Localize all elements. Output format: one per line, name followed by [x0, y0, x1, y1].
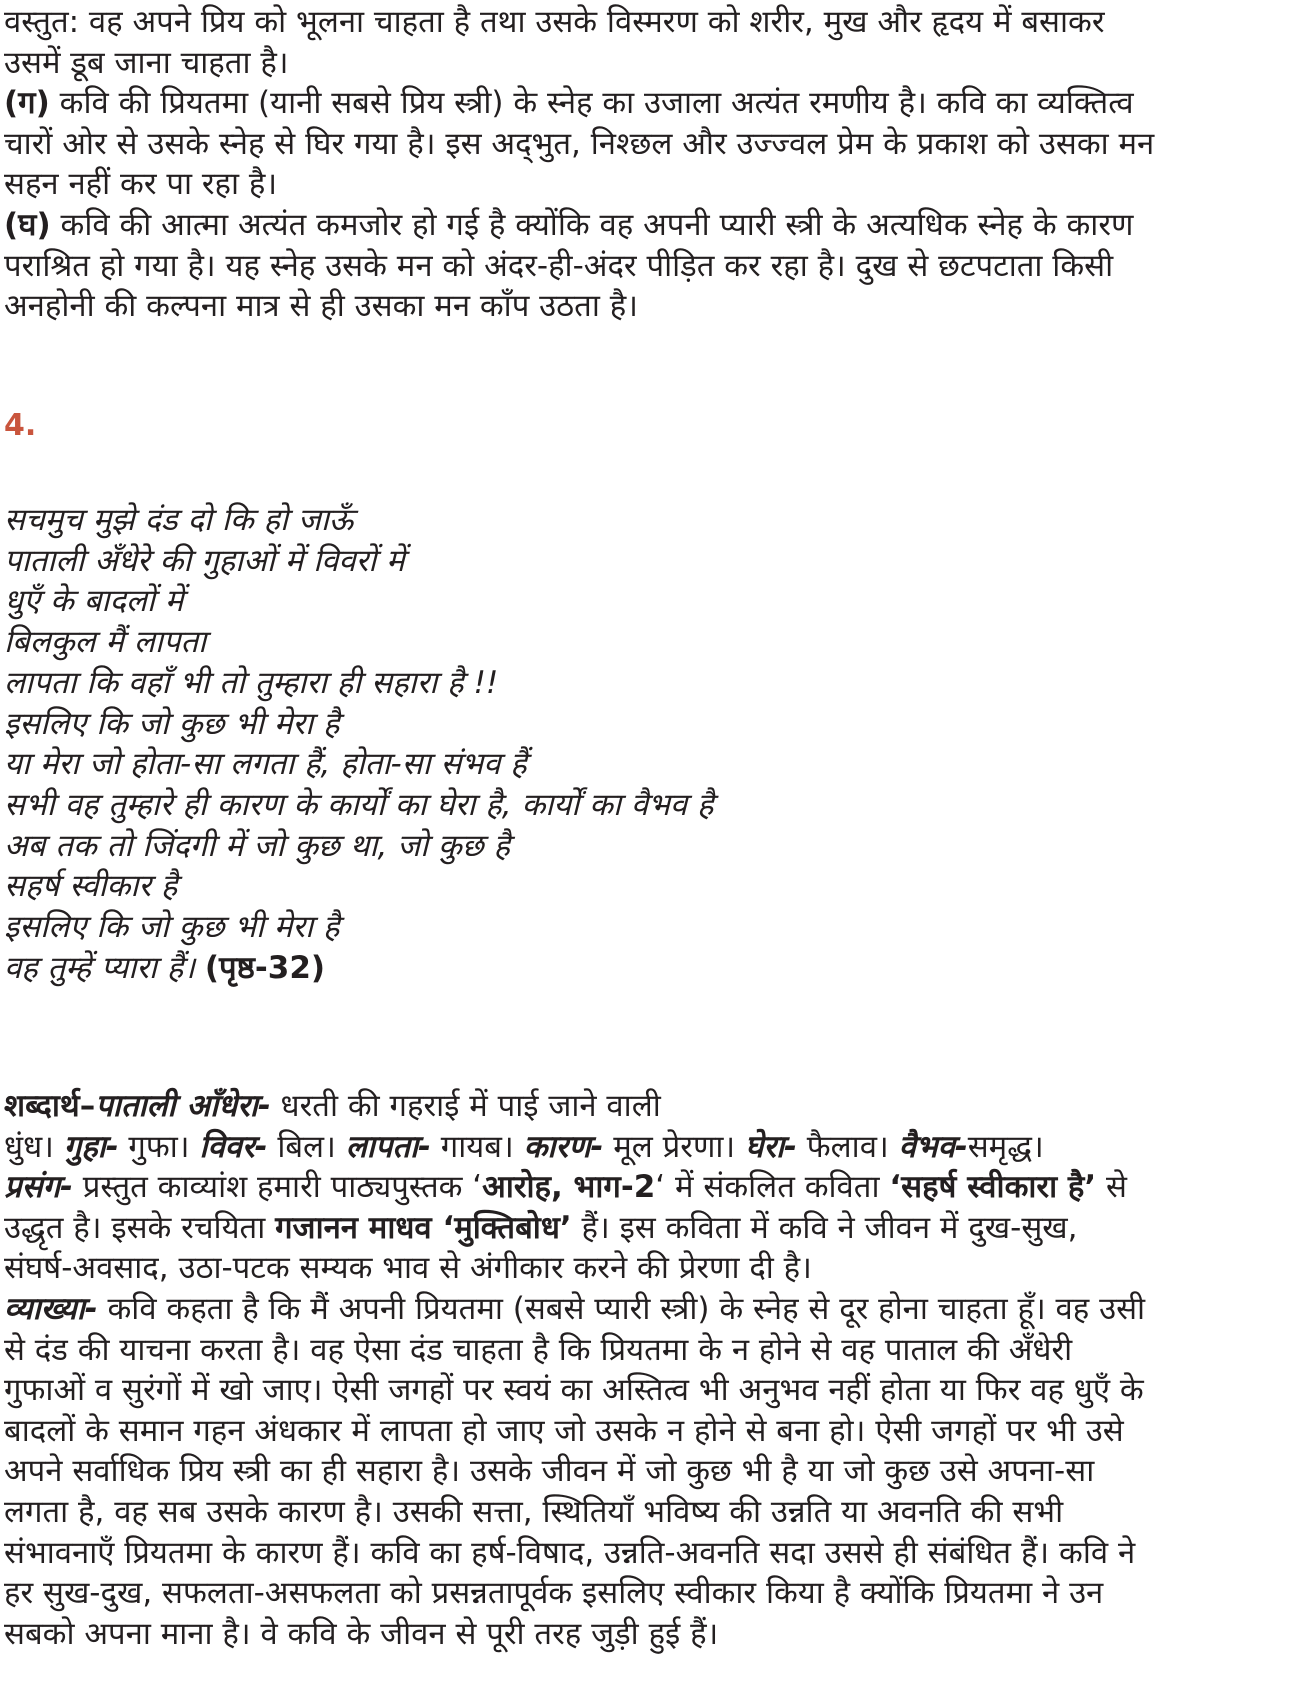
text-span: उद्धृत है। इसके रचयिता — [4, 1209, 276, 1246]
glossary-word: वैभव- — [898, 1128, 968, 1165]
answer-ga-line — [4, 83, 1154, 124]
text-line: सहन नहीं कर पा रहा है। — [4, 166, 278, 203]
glossary-line — [4, 1086, 1145, 1127]
vyakhya-line: संभावनाएँ प्रियतमा के कारण हैं। कवि का हर्ष-विषाद, उन्नति-अवनति सदा उससे ही संबंधित हैं। कवि ने — [4, 1534, 1136, 1571]
page-reference: (पृष्ठ-32) — [204, 949, 326, 986]
glossary-word: विवर- — [199, 1128, 268, 1165]
vyakhya-line: लगता है, वह सब उसके कारण है। उसकी सत्ता, स्थितियाँ भविष्य की उन्नति या अवनति की सभी — [4, 1493, 1064, 1530]
vyakhya-label: व्याख्या- — [4, 1290, 98, 1327]
text-span: हैं। इस कविता में कवि ने जीवन में दुख-सुख, — [571, 1209, 1078, 1246]
glossary-meaning: मूल प्रेरणा। — [603, 1128, 736, 1165]
text-span: कवि कहता है कि मैं अपनी प्रियतमा (सबसे प्यारी स्त्री) के स्नेह से दूर होना चाहता हूँ। वह उसी — [97, 1290, 1146, 1327]
glossary-meaning: फैलाव। — [796, 1128, 889, 1165]
glossary-word: गुहा- — [63, 1128, 119, 1165]
poem-line: सभी वह तुम्हारे ही कारण के कार्यों का घेरा है, कार्यों का वैभव है — [4, 786, 714, 823]
poem-line: सचमुच मुझे दंड दो कि हो जाऊँ — [4, 502, 354, 538]
glossary-line — [4, 1127, 1145, 1168]
poem-line: इसलिए कि जो कुछ भी मेरा है — [4, 909, 340, 946]
glossary-word: कारण- — [523, 1128, 604, 1165]
text-span: ‘ में संकलित कविता — [655, 1169, 890, 1206]
answer-paragraphs — [4, 2, 1154, 327]
poem-title: ‘सहर्ष स्वीकारा है’ — [889, 1169, 1097, 1206]
prasang-label: प्रसंग- — [4, 1169, 73, 1206]
prasang-line — [4, 1208, 1145, 1249]
vyakhya-line: अपने सर्वाधिक प्रिय स्त्री का ही सहारा है। उसके जीवन में जो कुछ भी है या जो कुछ उसे अपना-सा — [4, 1453, 1095, 1490]
answer-gha-label: (घ) — [4, 206, 51, 243]
vyakhya-line — [4, 1289, 1145, 1330]
glossary-heading: शब्दार्थ– — [4, 1088, 96, 1124]
glossary-meaning: समृद्ध। — [967, 1128, 1044, 1165]
glossary-word: लापता- — [345, 1128, 431, 1165]
glossary-word: घेरा- — [745, 1128, 797, 1165]
text-line: उसमें डूब जाना चाहता है। — [4, 44, 289, 81]
text-span: से — [1096, 1169, 1127, 1206]
answer-gha-line — [4, 205, 1154, 246]
vyakhya-line: हर सुख-दुख, सफलता-असफलता को प्रसन्नतापूर्वक इसलिए स्वीकार किया है क्योंकि प्रियतमा ने उन — [4, 1575, 1104, 1612]
poem-line-text: वह तुम्हें प्यारा हैं। — [4, 949, 196, 986]
text-span: कवि की प्रियतमा (यानी सबसे प्रिय स्त्री) के स्नेह का उजाला अत्यंत रमणीय है। कवि का व्यक्तित्व — [49, 85, 1134, 122]
answer-ga-label: (ग) — [4, 85, 50, 122]
text-line: पराश्रित हो गया है। यह स्नेह उसके मन को अंदर-ही-अंदर पीड़ित कर रहा है। दुख से छटपटाता किसी — [4, 247, 1114, 284]
glossary-meaning: गायब। — [430, 1128, 514, 1165]
notes-section — [4, 1086, 1145, 1654]
poem-line: सहर्ष स्वीकार है — [4, 868, 178, 905]
text-line: चारों ओर से उसके स्नेह से घिर गया है। इस अद्‌भुत, निश्छल और उज्ज्वल प्रेम के प्रकाश को उसका मन — [4, 125, 1155, 162]
text-line: अनहोनी की कल्पना मात्र से ही उसका मन काँप उठता है। — [4, 288, 638, 325]
book-title: आरोह, भाग-2 — [482, 1169, 656, 1206]
question-number: 4. — [4, 408, 37, 443]
text-line: वस्तुत: वह अपने प्रिय को भूलना चाहता है तथा उसके विस्मरण को शरीर, मुख और हृदय में बसाकर — [4, 4, 1105, 40]
glossary-meaning: बिल। — [267, 1128, 336, 1165]
poem-line: धुएँ के बादलों में — [4, 583, 184, 620]
poem-line: बिलकुल मैं लापता — [4, 624, 207, 661]
poem-last-line — [4, 948, 713, 989]
poem-line: इसलिए कि जो कुछ भी मेरा है — [4, 705, 340, 742]
text-span: कवि की आत्मा अत्यंत कमजोर हो गई है क्योंकि वह अपनी प्यारी स्त्री के अत्यधिक स्नेह के कारण — [50, 206, 1134, 243]
glossary-meaning: गुफा। — [118, 1128, 190, 1165]
glossary-meaning: धरती की गहराई में पाई जाने वाली — [270, 1088, 661, 1124]
vyakhya-line: गुफाओं व सुरंगों में खो जाए। ऐसी जगहों पर स्वयं का अस्तित्व भी अनुभव नहीं होता या फिर वह धुएँ के — [4, 1372, 1144, 1409]
vyakhya-line: सबको अपना माना है। वे कवि के जीवन से पूरी तरह जुड़ी हुई हैं। — [4, 1615, 719, 1652]
text-span: प्रस्तुत काव्यांश हमारी पाठ्यपुस्तक ‘ — [72, 1169, 483, 1206]
poem-line: अब तक तो जिंदगी में जो कुछ था, जो कुछ है — [4, 827, 510, 864]
prasang-line: संघर्ष-अवसाद, उठा-पटक सम्यक भाव से अंगीकार करने की प्रेरणा दी है। — [4, 1250, 812, 1287]
prasang-line — [4, 1167, 1145, 1208]
poet-name: गजानन माधव ‘मुक्तिबोध’ — [275, 1209, 572, 1246]
vyakhya-line: से दंड की याचना करता है। वह ऐसा दंड चाहता है कि प्रियतमा के न होने से वह पाताल की अँधेरी — [4, 1331, 1073, 1368]
poem-block — [4, 500, 713, 988]
poem-line: पाताली अँधेरे की गुहाओं में विवरों में — [4, 542, 405, 579]
glossary-meaning: धुंध। — [4, 1128, 54, 1165]
poem-line: या मेरा जो होता-सा लगता हैं, होता-सा संभव हैं — [4, 746, 527, 783]
glossary-word: पाताली आँधेरा- — [95, 1088, 271, 1124]
poem-line: लापता कि वहाँ भी तो तुम्हारा ही सहारा है !! — [4, 664, 499, 701]
vyakhya-line: बादलों के समान गहन अंधकार में लापता हो जाए जो उसके न होने से बना हो। ऐसी जगहों पर भी उसे — [4, 1412, 1124, 1449]
